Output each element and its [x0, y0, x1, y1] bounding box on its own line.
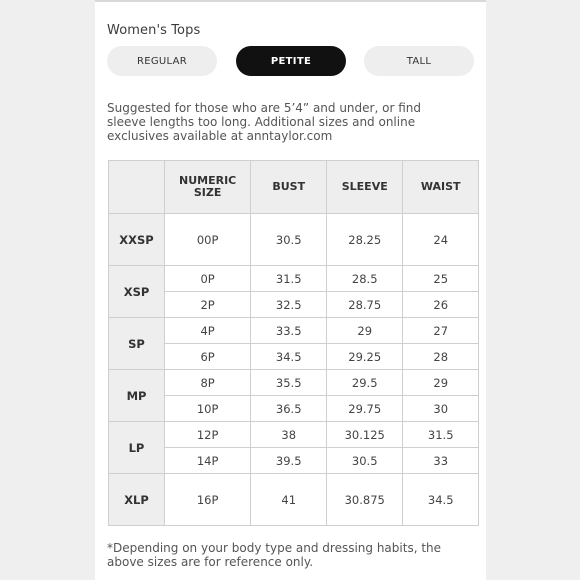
cell-sleeve: 30.125 [327, 422, 403, 448]
header-numeric-size: NUMERIC SIZE [165, 161, 251, 214]
table-row [109, 448, 479, 474]
table-row [109, 396, 479, 422]
header-waist: WAIST [403, 161, 479, 214]
tab-regular[interactable]: REGULAR [107, 46, 217, 76]
table-row [109, 266, 479, 292]
table-row [109, 370, 479, 396]
tab-petite[interactable]: PETITE [236, 46, 346, 76]
cell-bust: 36.5 [251, 396, 327, 422]
size-label: XLP [109, 474, 165, 526]
cell-waist: 28 [403, 344, 479, 370]
cell-sleeve: 29.5 [327, 370, 403, 396]
cell-sleeve: 28.5 [327, 266, 403, 292]
cell-waist: 31.5 [403, 422, 479, 448]
size-table [108, 160, 479, 526]
cell-waist: 33 [403, 448, 479, 474]
cell-numeric-size: 16P [165, 474, 251, 526]
cell-bust: 38 [251, 422, 327, 448]
footnote: *Depending on your body type and dressing habits, the above sizes are for reference only. [107, 541, 442, 569]
size-label: SP [109, 318, 165, 370]
table-row [109, 422, 479, 448]
header-corner [109, 161, 165, 214]
cell-sleeve: 30.5 [327, 448, 403, 474]
cell-numeric-size: 4P [165, 318, 251, 344]
cell-bust: 41 [251, 474, 327, 526]
cell-waist: 29 [403, 370, 479, 396]
cell-waist: 26 [403, 292, 479, 318]
table-row [109, 292, 479, 318]
cell-sleeve: 29.25 [327, 344, 403, 370]
cell-sleeve: 29 [327, 318, 403, 344]
cell-numeric-size: 8P [165, 370, 251, 396]
cell-waist: 27 [403, 318, 479, 344]
cell-numeric-size: 10P [165, 396, 251, 422]
cell-numeric-size: 00P [165, 214, 251, 266]
table-header-row [109, 161, 479, 214]
cell-bust: 30.5 [251, 214, 327, 266]
table-row [109, 214, 479, 266]
header-bust: BUST [251, 161, 327, 214]
cell-waist: 34.5 [403, 474, 479, 526]
cell-sleeve: 28.75 [327, 292, 403, 318]
tab-tall[interactable]: TALL [364, 46, 474, 76]
cell-waist: 30 [403, 396, 479, 422]
cell-bust: 31.5 [251, 266, 327, 292]
table-row [109, 344, 479, 370]
cell-numeric-size: 6P [165, 344, 251, 370]
cell-numeric-size: 0P [165, 266, 251, 292]
table-row [109, 318, 479, 344]
cell-numeric-size: 14P [165, 448, 251, 474]
cell-bust: 35.5 [251, 370, 327, 396]
cell-bust: 33.5 [251, 318, 327, 344]
section-title: Women's Tops [107, 23, 201, 38]
size-description: Suggested for those who are 5’4” and under, or find sleeve lengths too long. Additional sizes and online exclusives available at anntaylor.com [107, 101, 421, 143]
cell-bust: 34.5 [251, 344, 327, 370]
size-label: XXSP [109, 214, 165, 266]
table-row [109, 474, 479, 526]
cell-waist: 25 [403, 266, 479, 292]
cell-sleeve: 30.875 [327, 474, 403, 526]
size-label: XSP [109, 266, 165, 318]
size-chart-card [95, 0, 486, 580]
cell-sleeve: 28.25 [327, 214, 403, 266]
cell-waist: 24 [403, 214, 479, 266]
cell-numeric-size: 2P [165, 292, 251, 318]
cell-bust: 32.5 [251, 292, 327, 318]
cell-numeric-size: 12P [165, 422, 251, 448]
cell-bust: 39.5 [251, 448, 327, 474]
header-sleeve: SLEEVE [327, 161, 403, 214]
cell-sleeve: 29.75 [327, 396, 403, 422]
size-label: LP [109, 422, 165, 474]
size-label: MP [109, 370, 165, 422]
